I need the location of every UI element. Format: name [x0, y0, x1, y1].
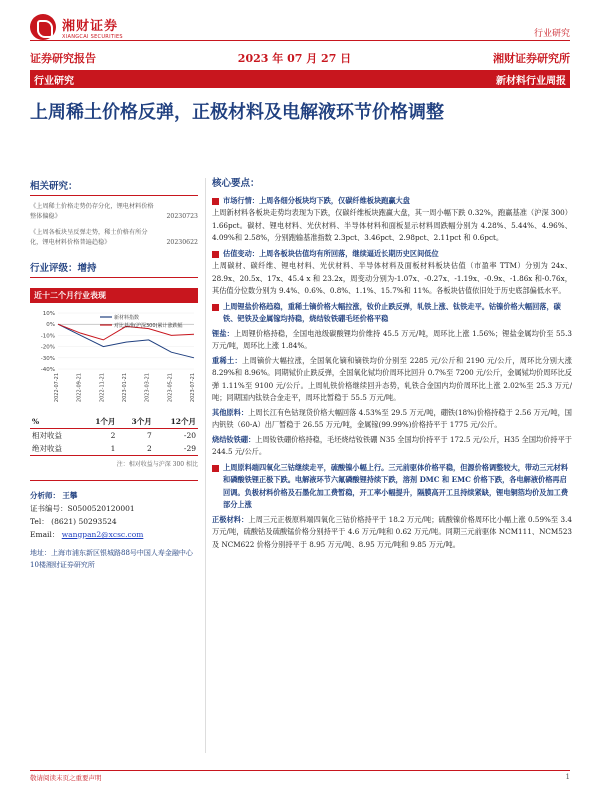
y-tick-label: 10% — [42, 311, 55, 317]
table-header: 3个月 — [117, 415, 153, 429]
related-title[interactable]: 《上周各板块呈反弹走势，稀土价格有所分化，锂电材料价格普遍趋稳》 — [30, 229, 148, 246]
email-link[interactable]: wangpan2@xcsc.com — [61, 530, 144, 539]
analyst-label: 分析师： — [30, 491, 60, 500]
category: 行业研究 — [34, 75, 74, 87]
telephone: Tel： (8621) 50293524 — [30, 517, 117, 526]
address: 地址：上海市浦东新区银城路88号中国人寿金融中心10楼湘财证券研究所 — [30, 549, 193, 569]
x-tick-label: 2023-03-21 — [144, 373, 151, 403]
table-cell: 1 — [81, 442, 117, 456]
sub-label: 正极材料： — [212, 514, 249, 524]
returns-table — [30, 415, 198, 456]
bullet-text: 上周原料端四氧化三钴继续走平，硫酸镍小幅上行。三元前驱体价格平稳，但源价格调整较大，带动三元材料和磷酸铁锂正极下跌。电解液环节六氟磷酸锂持续下跌，溶剂 DMC 和 EMC 价格下跌，各电解液价格再启回调。负极材料价格及石墨化加工费暂稳，开工率小幅提升，隔膜高开工且持续紧缺，锂电铜箔均价及加工费部分上涨 — [223, 462, 569, 509]
bullet-square-icon — [212, 251, 219, 258]
performance-chart-svg — [30, 307, 198, 407]
bullet-heading — [212, 248, 572, 261]
sub-text: 上周锂价格持稳，全国电池级碳酸锂均价维持 45.5 万元/吨，周环比上涨 1.56%；锂盐金属均价至 55.3 万元/吨，周环比上涨 1.84%。 — [212, 328, 572, 350]
related-heading: 相关研究： — [30, 178, 198, 196]
logo — [30, 10, 150, 44]
logo-cn: 湘财证券 — [62, 18, 119, 34]
related-item[interactable] — [30, 228, 198, 248]
top-rule — [30, 40, 570, 41]
x-tick-label: 2023-07-21 — [190, 373, 196, 403]
paragraph — [212, 355, 572, 405]
core-heading: 核心要点： — [212, 178, 260, 189]
bullet-heading — [212, 195, 572, 208]
y-tick-label: -40% — [40, 367, 55, 373]
institute: 湘财证券研究所 — [492, 52, 570, 65]
paragraph: 上周新材料各板块走势均表现为下跌，仅碳纤维板块跑赢大盘，其一周小幅下跌 0.32%，跑赢基准（沪深 300）1.66pct。碳材、锂电材料、光伏材料、半导体材料和面板显示材料周跌幅分别为 4.28%、5.44%、4.96%、4.09%和 2.58%，分别跑输基准指数 2.3pct、3.46pct、2.98pct、2.11pct 和 0.6pct。 — [212, 208, 572, 242]
left-column — [30, 178, 198, 571]
legend-label: 新材料指数 — [114, 315, 140, 321]
table-cell: 2 — [117, 442, 153, 456]
sub-label: 重稀土： — [212, 355, 243, 365]
performance-chart — [30, 307, 198, 407]
email-label: Email： — [30, 530, 60, 539]
footer-disclaimer: 敬请阅读末页之重要声明 — [30, 774, 102, 782]
logo-icon — [30, 14, 56, 40]
sub-label: 烧结钕铁硼： — [212, 434, 256, 444]
table-note: 注：相对收益与沪深 300 相比 — [116, 461, 198, 468]
bullet-heading — [212, 301, 572, 326]
top-right-label: 行业研究 — [533, 29, 570, 39]
bullet-text: 估值变动：上周各板块估值均有所回落，继续逼近长期历史区间低位 — [223, 248, 439, 258]
y-tick-label: 0% — [46, 322, 55, 329]
page-title: 上周稀土价格反弹，正极材料及电解液环节价格调整 — [30, 102, 444, 123]
bullet-text: 上周锂盐价格趋稳，重稀土镝价格大幅拉涨，钕价止跌反弹，轧铁上涨、钛铁走平。钴镍价格大幅回落，碳铁、钯铁及金属镓均持稳，烧结钕铁硼毛坯价格平稳 — [223, 301, 561, 323]
page-number: 1 — [565, 773, 570, 781]
report-type: 证券研究报告 — [30, 52, 96, 65]
cert-number: 证书编号：S0500520120001 — [30, 504, 135, 513]
x-tick-label: 2022-11-21 — [99, 373, 106, 403]
report-series: 新材料行业周报 — [496, 75, 566, 87]
sub-label: 锂盐： — [212, 328, 234, 338]
y-tick-label: -20% — [40, 344, 55, 351]
series-line — [58, 324, 194, 358]
x-tick-label: 2023-01-21 — [122, 373, 128, 403]
x-tick-label: 2023-05-21 — [167, 373, 174, 403]
table-row — [30, 442, 198, 456]
core-points — [212, 178, 572, 553]
sub-text: 上周镝价大幅拉涨，全国氧化镝和镝铁均价分别至 2285 元/公斤和 2190 元/公斤，周环比分别大涨 8.29%和 8.96%。同期铽价止跌反弹，全国氧化铽均价周环比回升 0.7%至 7200 元/公斤，金属铽均价周环比反弹 1.11%至 9100 元/公斤。上周轧铁价格继续回升态势，轧铁合金国内均价周环比上涨 2.02%至 25.3 万元/吨；同期国内钛铁合金走平，周环比暂稳于 55.5 万元/吨。 — [212, 355, 572, 402]
table-header: 12个月 — [154, 415, 198, 429]
bullet-square-icon — [212, 304, 219, 311]
sub-text: 上周长江有色钴现货价格大幅回落 4.53%至 29.5 万元/吨，硼铁(18%)价格持稳于 2.56 万元/吨，国内钒铁（60-A）出厂暂稳于 26.55 万元/吨，金属镓(99.99%)价格持平于 1775 元/公斤。 — [212, 407, 572, 429]
bullet-heading — [212, 462, 572, 512]
related-date: 20230723 — [166, 213, 198, 220]
paragraph — [212, 434, 572, 459]
table-row — [30, 429, 198, 443]
footer-rule — [30, 770, 570, 771]
x-tick-label: 2022-07-21 — [54, 373, 60, 403]
y-tick-label: -10% — [40, 333, 55, 340]
table-cell: -20 — [183, 431, 196, 440]
bullet-square-icon — [212, 198, 219, 205]
paragraph — [212, 514, 572, 552]
y-tick-label: -30% — [40, 355, 55, 362]
header-bar — [30, 48, 570, 68]
table-cell: 相对收益 — [32, 431, 62, 440]
sub-text: 上周钕铁硼价格持稳，毛坯烧结钕铁硼 N35 全国均价持平于 172.5 元/公斤，H35 全国均价持平于 244.5 元/公斤。 — [212, 434, 572, 456]
related-title[interactable]: 《上周稀土价格走势仍存分化，锂电材料价格整体偏稳》 — [30, 203, 154, 220]
table-cell: -29 — [154, 442, 198, 456]
table-cell: 7 — [146, 431, 152, 440]
paragraph — [212, 328, 572, 353]
legend-label: 对比基准(沪深300)累计涨跌幅 — [114, 323, 183, 329]
bullet-square-icon — [212, 465, 219, 472]
table-header: 1个月 — [81, 415, 117, 429]
category-bar — [30, 70, 570, 88]
table-cell: 2 — [110, 431, 116, 440]
sub-text: 上周三元正极原料端四氧化三钴价格持平于 18.2 万元/吨；硫酸镍价格周环比小幅上涨 0.59%至 3.4 万元/吨，硫酸钴及硫酸锰价格分别持平于 4.6 万元/吨和 0.62 万元/吨。同期三元前驱体 NCM111、NCM523 及 NCM622 价格分别持平于 8.95 万元/吨、8.95 万元/吨和 9.85 万元/吨。 — [212, 514, 572, 549]
analyst-block — [30, 480, 198, 571]
analyst-name: 王攀 — [62, 491, 78, 500]
report-date: 2023 年 07 月 27 日 — [237, 52, 352, 65]
logo-en: XIANGCAI SECURITIES — [62, 33, 123, 40]
bullet-text: 市场行情：上周各细分板块均下跌，仅碳纤维板块跑赢大盘 — [223, 195, 410, 205]
related-item[interactable] — [30, 202, 198, 222]
table-cell: 绝对收益 — [30, 442, 81, 456]
table-header: % — [30, 415, 81, 429]
related-date: 20230622 — [166, 239, 198, 246]
industry-rating: 行业评级：增持 — [30, 260, 198, 278]
paragraph: 上周碳材、碳纤维、锂电材料、光伏材料、半导体材料及面板材料板块估值（市盈率 TTM）分别为 24x、28.9x、20.5x、17x、45.4 x 和 23.2x，周变动分别为-1.07x、-0.27x、-1.19x、-0.9x、-1.86x 和-0.76x，其估值分位数分别为 9.4%、0.6%、0.8%、1.1%、15.7%和 11%。各板块估值依旧处于历史底部偏低水平。 — [212, 261, 572, 295]
x-tick-label: 2022-09-21 — [76, 373, 83, 403]
sub-label: 其他原料： — [212, 407, 249, 417]
column-divider — [205, 178, 206, 753]
performance-heading: 近十二个月行业表现 — [30, 288, 198, 303]
paragraph — [212, 407, 572, 432]
